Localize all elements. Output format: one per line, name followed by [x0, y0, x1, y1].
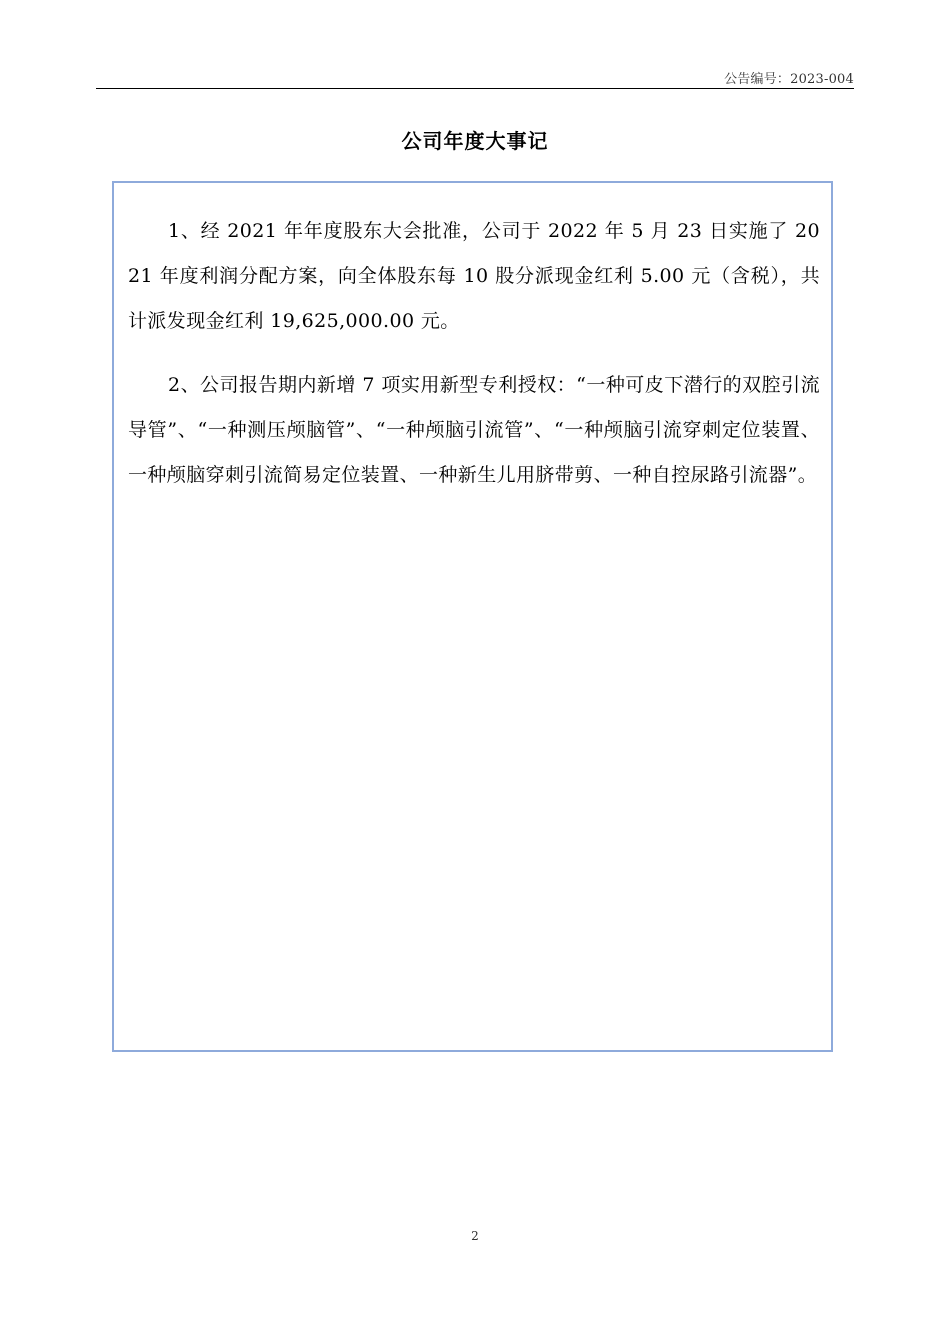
event-item-patents: 2、公司报告期内新增 7 项实用新型专利授权：“一种可皮下潜行的双腔引流导管”、“一种测压颅脑管”、“一种颅脑引流管”、“一种颅脑引流穿刺定位装置、一种颅脑穿刺引流简易定位装置、一种新生儿用脐带剪、一种自控尿路引流器”。 [128, 374, 820, 486]
page-number: 2 [471, 1229, 479, 1243]
page-title: 公司年度大事记 [401, 129, 549, 153]
announcement-code: 公告编号：2023-004 [724, 72, 854, 87]
header-rule [96, 88, 854, 89]
event-item-dividend: 1、经 2021 年年度股东大会批准，公司于 2022 年 5 月 23 日实施了 2021 年度利润分配方案，向全体股东每 10 股分派现金红利 5.00 元（含税），共计派发现金红利 19,625,000.00 元。 [128, 220, 820, 332]
events-box [112, 181, 833, 1052]
